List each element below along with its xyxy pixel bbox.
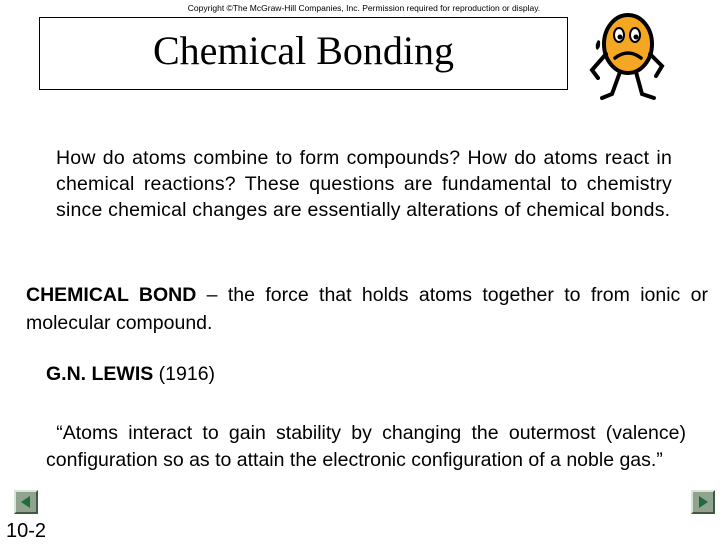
slide-number: 10-2	[6, 520, 47, 542]
arrow-right-icon	[696, 495, 710, 509]
title-box	[39, 17, 568, 90]
chemical-bond-definition	[26, 281, 708, 337]
intro-paragraph: How do atoms combine to form compounds? How do atoms react in chemical reactions? These questions are fundamental to chemistry since chemical changes are essentially alterations of chemical bonds.	[56, 147, 672, 221]
worried-face-mascot-icon	[582, 12, 670, 112]
previous-slide-button[interactable]	[14, 490, 38, 514]
slide-title: Chemical Bonding	[152, 28, 455, 73]
lewis-heading	[46, 361, 215, 387]
definition-text: – the force that holds atoms together to from ionic or molecular compound.	[26, 284, 709, 334]
lewis-name: G.N. LEWIS	[46, 363, 154, 385]
next-slide-button[interactable]	[691, 490, 715, 514]
lewis-quote: “Atoms interact to gain stability by changing the outermost (valence) configuration so as to attain the electronic configuration of a noble gas.”	[46, 422, 686, 471]
copyright-notice: Copyright ©The McGraw-Hill Companies, Inc. Permission required for reproduction or display.	[187, 3, 541, 13]
arrow-left-icon	[19, 495, 33, 509]
definition-term: CHEMICAL BOND	[26, 284, 197, 306]
lewis-year: (1916)	[153, 363, 216, 385]
